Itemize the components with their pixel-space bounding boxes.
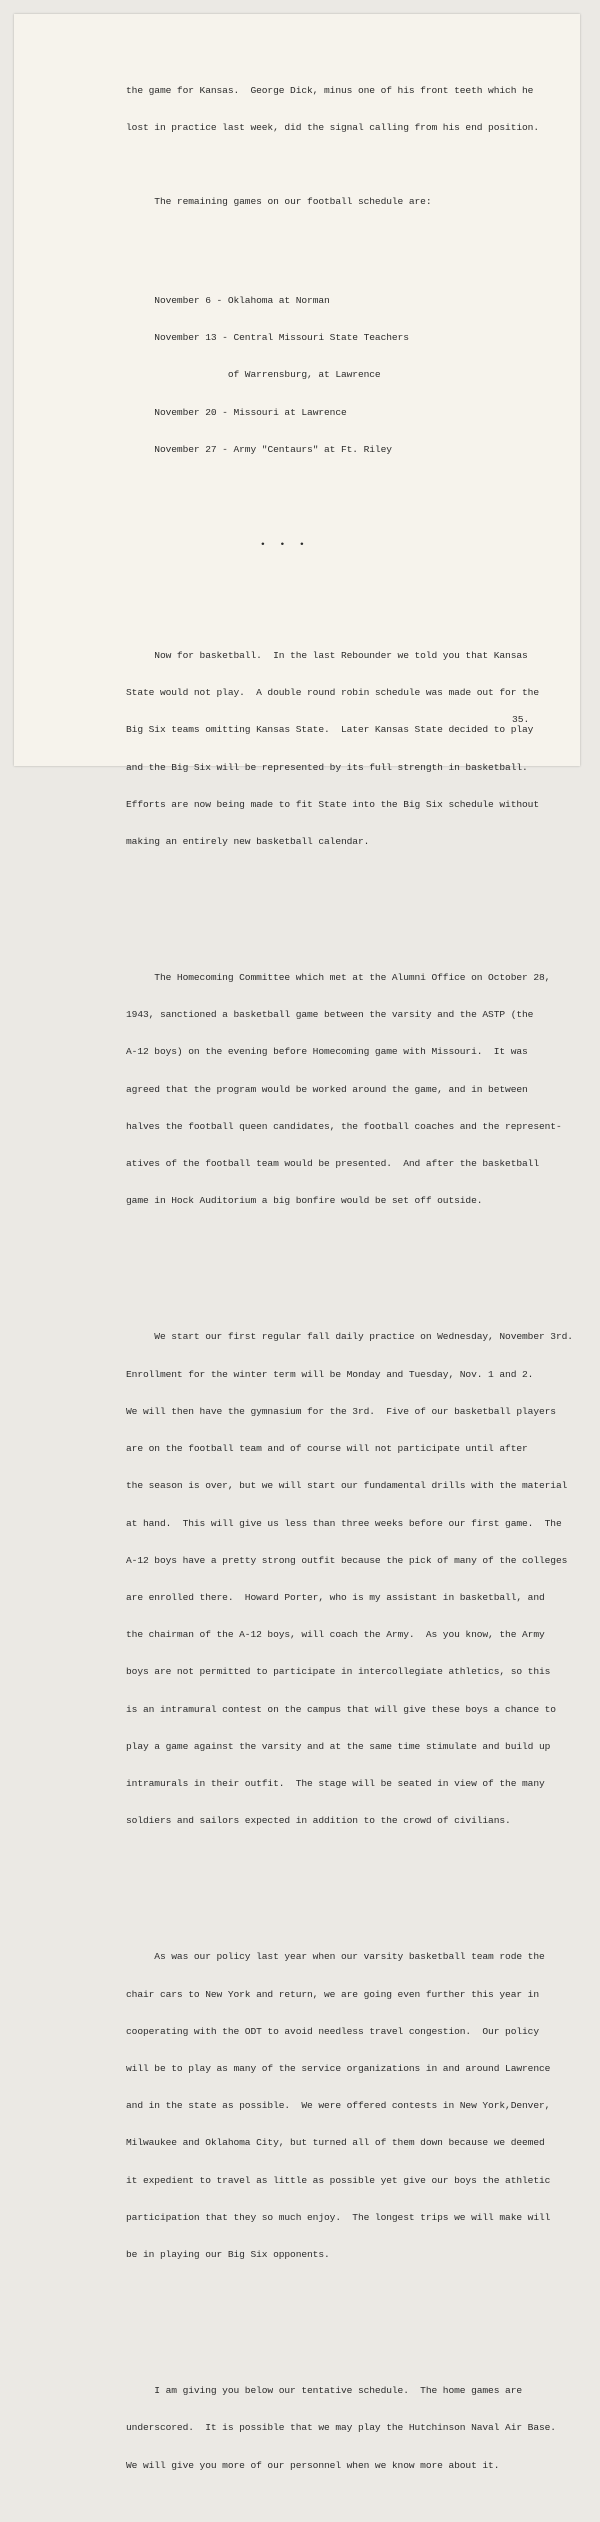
text-line: A-12 boys have a pretty strong outfit because the pick of many of the colleges [126, 1554, 568, 1566]
text-line: are on the football team and of course will not participate until after [126, 1443, 528, 1455]
document-body [126, 60, 573, 2522]
schedule-entry: November 27 - Army "Centaurs" at Ft. Riley [154, 443, 392, 455]
paragraph-tentative-schedule [126, 2360, 556, 2496]
text-line: Enrollment for the winter term will be Monday and Tuesday, Nov. 1 and 2. [126, 1368, 534, 1380]
text-line: cooperating with the ODT to avoid needless travel congestion. Our policy [126, 2025, 539, 2037]
text-line: 1943, sanctioned a basketball game between the varsity and the ASTP (the [126, 1009, 534, 1021]
text-line: Milwaukee and Oklahoma City, but turned all of them down because we deemed [126, 2137, 545, 2149]
text-line: participation that they so much enjoy. The longest trips we will make will [126, 2211, 551, 2223]
schedule-intro: The remaining games on our football schedule are: [154, 196, 432, 208]
text-line: lost in practice last week, did the signal calling from his end position. [126, 122, 539, 134]
text-line: As was our policy last year when our varsity basketball team rode the [126, 1951, 545, 1963]
text-line: are enrolled there. Howard Porter, who is my assistant in basketball, and [126, 1591, 545, 1603]
text-line: Now for basketball. In the last Rebounder we told you that Kansas [126, 649, 528, 661]
paragraph-homecoming [126, 947, 562, 1232]
text-line: be in playing our Big Six opponents. [126, 2249, 330, 2261]
text-line: and in the state as possible. We were offered contests in New York,Denver, [126, 2100, 551, 2112]
text-line: atives of the football team would be presented. And after the basketball [126, 1158, 539, 1170]
text-line: chair cars to New York and return, we are going even further this year in [126, 1988, 539, 2000]
text-line: soldiers and sailors expected in addition to the crowd of civilians. [126, 1815, 511, 1827]
football-schedule [126, 270, 546, 481]
text-line: intramurals in their outfit. The stage will be seated in view of the many [126, 1778, 545, 1790]
text-line: underscored. It is possible that we may play the Hutchinson Naval Air Base. [126, 2422, 556, 2434]
paragraph-practice [126, 1307, 573, 1853]
text-line: making an entirely new basketball calendar. [126, 835, 370, 847]
text-line: boys are not permitted to participate in intercollegiate athletics, so this [126, 1666, 551, 1678]
schedule-entry: November 13 - Central Missouri State Teachers [154, 332, 409, 344]
text-line: play a game against the varsity and at the same time stimulate and build up [126, 1740, 551, 1752]
text-line: A-12 boys) on the evening before Homecoming game with Missouri. It was [126, 1046, 528, 1058]
text-line: halves the football queen candidates, the football coaches and the represent- [126, 1120, 562, 1132]
text-line: State would not play. A double round robin schedule was made out for the [126, 687, 539, 699]
text-line: the chairman of the A-12 boys, will coach the Army. As you know, the Army [126, 1629, 545, 1641]
text-line: We will then have the gymnasium for the 3rd. Five of our basketball players [126, 1405, 556, 1417]
text-line: Efforts are now being made to fit State into the Big Six schedule without [126, 798, 539, 810]
text-line: I am giving you below our tentative schedule. The home games are [126, 2385, 523, 2397]
text-line: game in Hock Auditorium a big bonfire would be set off outside. [126, 1195, 483, 1207]
paragraph-travel-policy [126, 1927, 551, 2287]
text-line: the game for Kansas. George Dick, minus one of his front teeth which he [126, 84, 534, 96]
document-page [14, 14, 580, 2471]
text-line: at hand. This will give us less than three weeks before our first game. The [126, 1517, 562, 1529]
schedule-entry: November 6 - Oklahoma at Norman [154, 294, 330, 306]
text-line: Big Six teams omitting Kansas State. Later Kansas State decided to play [126, 724, 534, 736]
schedule-entry: November 20 - Missouri at Lawrence [154, 406, 347, 418]
text-line: The Homecoming Committee which met at the Alumni Office on October 28, [126, 972, 551, 984]
text-line: it expedient to travel as little as possible yet give our boys the athletic [126, 2174, 551, 2186]
schedule-entry: of Warrensburg, at Lawrence [154, 369, 381, 381]
page-number: 35. [512, 714, 530, 725]
text-line: We will give you more of our personnel when we know more about it. [126, 2459, 500, 2471]
text-line: and the Big Six will be represented by its full strength in basketball. [126, 761, 528, 773]
text-line: We start our first regular fall daily practice on Wednesday, November 3rd. [126, 1331, 573, 1343]
text-line: will be to play as many of the service organizations in and around Lawrence [126, 2062, 551, 2074]
text-line: agreed that the program would be worked around the game, and in between [126, 1083, 528, 1095]
text-line: the season is over, but we will start our fundamental drills with the material [126, 1480, 568, 1492]
section-separator: • • • [260, 538, 309, 550]
text-line: is an intramural contest on the campus that will give these boys a chance to [126, 1703, 556, 1715]
paragraph-basketball [126, 625, 546, 873]
